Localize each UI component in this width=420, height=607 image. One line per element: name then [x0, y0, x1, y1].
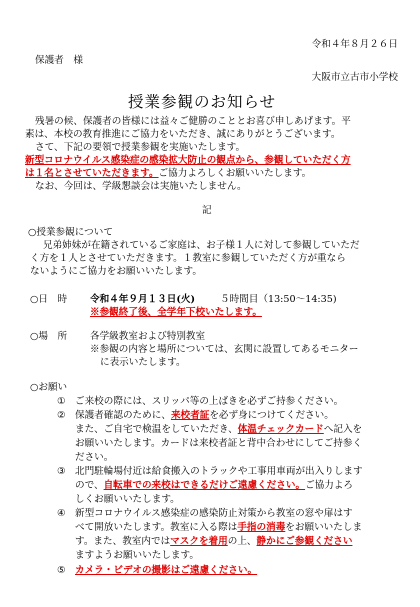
ki-heading: 記: [202, 205, 212, 216]
request-line: [75, 409, 334, 422]
request-text: ますようお願いいたします。: [75, 550, 199, 561]
request-text: ご協力よろ: [305, 480, 354, 491]
item-number: ①: [57, 396, 66, 407]
covid-notice: 新型コロナウイルス感染症の感染拡大防止の観点から、参観していただく方: [25, 155, 351, 166]
schedule-label: ○日 時: [30, 294, 68, 305]
section-line: く方を１人とさせていただきます。１教室に参観していただく方が重なら: [30, 253, 346, 264]
bicycle-notice: 自転車での来校はできるだけご遠慮ください。: [103, 480, 306, 491]
item-number: ②: [57, 410, 66, 421]
attendee-limit: は１名とさせていただきます。: [25, 168, 159, 179]
quiet-observation: 静かにご参観ください: [256, 536, 353, 547]
sender: 大阪市立古市小学校: [311, 72, 398, 83]
request-text: へ記入を: [323, 424, 363, 435]
page-title: 授業参観のお知らせ: [128, 93, 277, 111]
request-line: [75, 535, 352, 548]
schedule-period: ５時間目（13:50～14:35): [220, 294, 337, 305]
mask-wearing: マスクを着用: [170, 536, 228, 547]
date: 令和４年８月２６日: [311, 39, 398, 50]
intro-line: 素は、本校の教育推進にご協力をいただき、誠にありがとうございます。: [25, 129, 341, 140]
place-note: ※参観の内容と場所については、玄関に設置してあるモニター: [90, 344, 359, 355]
item-number: ④: [57, 508, 66, 519]
no-camera-notice: カメラ・ビデオの撮影はご遠慮ください。: [75, 565, 258, 576]
request-text: 北門駐輪場付近は給食搬入のトラックや工事用車両が出入りします: [75, 466, 363, 477]
item-number: ⑤: [57, 565, 66, 576]
request-text: お願いいたします。カードは来校者証と背中合わせにしてご持参く: [75, 438, 363, 449]
request-text: ださい。: [75, 452, 114, 463]
request-text: ご来校の際には、スリッパ等の上ばきを必ずご持参ください。: [75, 396, 344, 407]
cooperation-text: ご協力よろしくお願いいたします。: [158, 168, 312, 179]
section-heading: ○授業参観について: [28, 227, 113, 238]
schedule-date: 令和４年９月１３日(火): [90, 294, 196, 305]
request-line: [75, 479, 353, 492]
section-line: ないようにご協力をお願いいたします。: [30, 266, 202, 277]
visitor-pass: 来校者証: [170, 410, 210, 421]
requests-heading: ○お願い: [30, 382, 68, 393]
covid-notice-line2: [25, 167, 311, 180]
place-note: に表示いたします。: [100, 357, 186, 368]
request-text: を必ず身につけてください。: [209, 410, 334, 421]
request-text: また、ご自宅で検温をしていただき、: [75, 424, 238, 435]
item-number: ③: [57, 466, 66, 477]
request-text: す。また、教室内では: [75, 536, 171, 547]
request-line: [75, 423, 362, 436]
temperature-card: 体温チェックカード: [237, 424, 324, 435]
hand-disinfection: 手指の消毒: [237, 522, 286, 533]
place-value: 各学級教室および特別教室: [90, 331, 206, 342]
request-text: の上、: [227, 536, 257, 547]
schedule-note: ※参観終了後、全学年下校いたします。: [90, 307, 262, 318]
recipient: 保護者 様: [35, 55, 83, 66]
intro-line: さて、下記の要領で授業参観を実施いたします。: [35, 142, 246, 153]
request-text: をお願いいたしま: [285, 522, 363, 533]
request-text: しくお願いいたします。: [75, 494, 180, 505]
place-label: ○場 所: [30, 331, 68, 342]
request-text: ので、: [75, 480, 104, 491]
intro-line: なお、今回は、学級懇談会は実施いたしません。: [35, 181, 247, 192]
request-line: [75, 521, 362, 534]
section-line: 兄弟姉妹が在籍されているご家庭は、お子様１人に対して参観していただ: [43, 240, 360, 251]
request-text: 新型コロナウイルス感染症の感染防止対策から教室の窓や扉はす: [75, 508, 353, 519]
intro-line: 残暑の候、保護者の皆様には益々ご健勝のこととお喜び申しあげます。平: [35, 116, 351, 127]
request-text: 保護者確認のために、: [75, 410, 171, 421]
request-text: べて開放いたします。教室に入る際は: [75, 522, 238, 533]
